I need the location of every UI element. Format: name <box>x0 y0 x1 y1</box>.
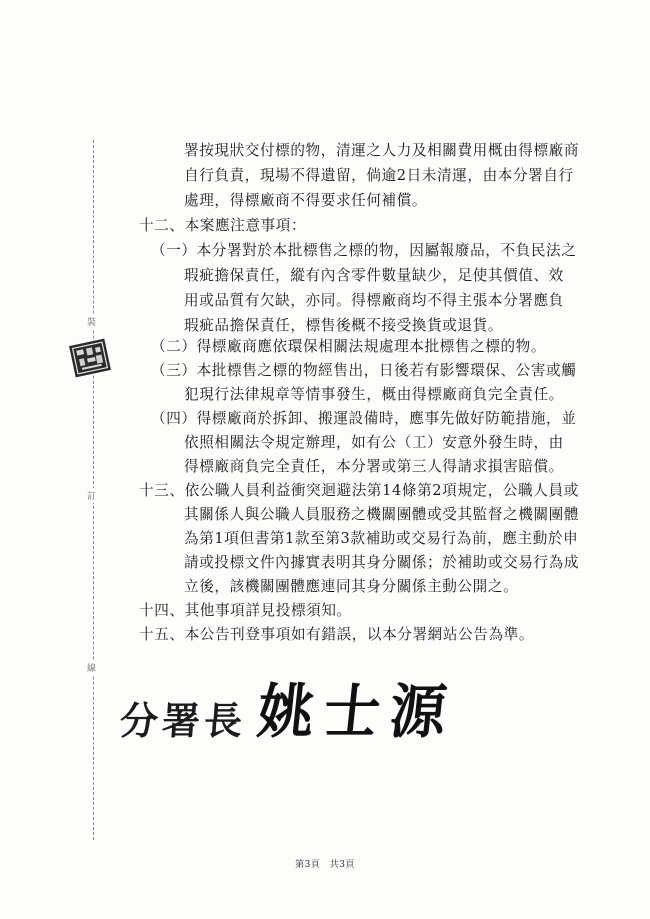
section-heading: 十三、依公職人員利益衝突迴避法第14條第2項規定，公職人員或 <box>139 482 579 499</box>
text-line: （一）本分署對於本批標售之標的物，因屬報廢品，不負民法之 <box>151 242 577 259</box>
page-footer <box>0 857 650 870</box>
text-line: 署按現狀交付標的物，清運之人力及相關費用概由得標廠商 <box>184 142 580 159</box>
text-line: 請或投標文件內據實表明其身分關係；於補助或交易行為成 <box>184 554 580 571</box>
signature-block <box>118 660 460 747</box>
text-line: 處理，得標廠商不得要求任何補償。 <box>184 192 428 209</box>
section-heading: 十四、其他事項詳見投標須知。 <box>139 602 352 619</box>
text-line: 得標廠商負完全責任，本分署或第三人得請求損害賠償。 <box>184 458 564 475</box>
text-line: 依照相關法令規定辦理，如有公（工）安意外發生時，由 <box>184 434 564 451</box>
text-line: （二）得標廠商應依環保相關法規處理本批標售之標的物。 <box>151 338 547 355</box>
text-line: 其關係人與公職人員服務之機關團體或受其監督之機關團體 <box>184 506 580 523</box>
section-heading: 十二、本案應注意事項： <box>139 217 307 234</box>
seal-stamp-icon <box>68 338 112 378</box>
text-line: （四）得標廠商於拆卸、搬運設備時，應事先做好防範措施，並 <box>151 410 577 427</box>
page-total: 共3頁 <box>329 860 355 870</box>
binding-mark: 線 <box>87 660 96 675</box>
binding-mark: 裝 <box>87 314 96 329</box>
signature-name: 姚士源 <box>254 677 460 747</box>
text-line: 瑕疵擔保責任，縱有內含零件數量缺少，足使其價值、效 <box>184 267 564 284</box>
signature-title: 分署長 <box>118 698 248 743</box>
text-line: 為第1項但書第1款至第3款補助或交易行為前，應主動於申 <box>184 530 579 547</box>
text-line: 自行負責，現場不得遺留，倘逾2日未清運，由本分署自行 <box>184 167 574 184</box>
page-number: 第3頁 <box>295 860 321 870</box>
text-line: （三）本批標售之標的物經售出，日後若有影響環保、公害或觸 <box>151 362 577 379</box>
section-heading: 十五、本公告刊登事項如有錯誤，以本分署網站公告為準。 <box>139 626 535 643</box>
text-line: 瑕疵品擔保責任，標售後概不接受換貨或退貨。 <box>184 317 504 334</box>
text-line: 犯現行法律規章等情事發生，概由得標廠商負完全責任。 <box>184 386 564 403</box>
text-line: 用或品質有欠缺，亦同。得標廠商均不得主張本分署應負 <box>184 292 564 309</box>
binding-mark: 訂 <box>87 488 96 503</box>
text-line: 立後，該機關團體應連同其身分關係主動公開之。 <box>184 578 519 595</box>
